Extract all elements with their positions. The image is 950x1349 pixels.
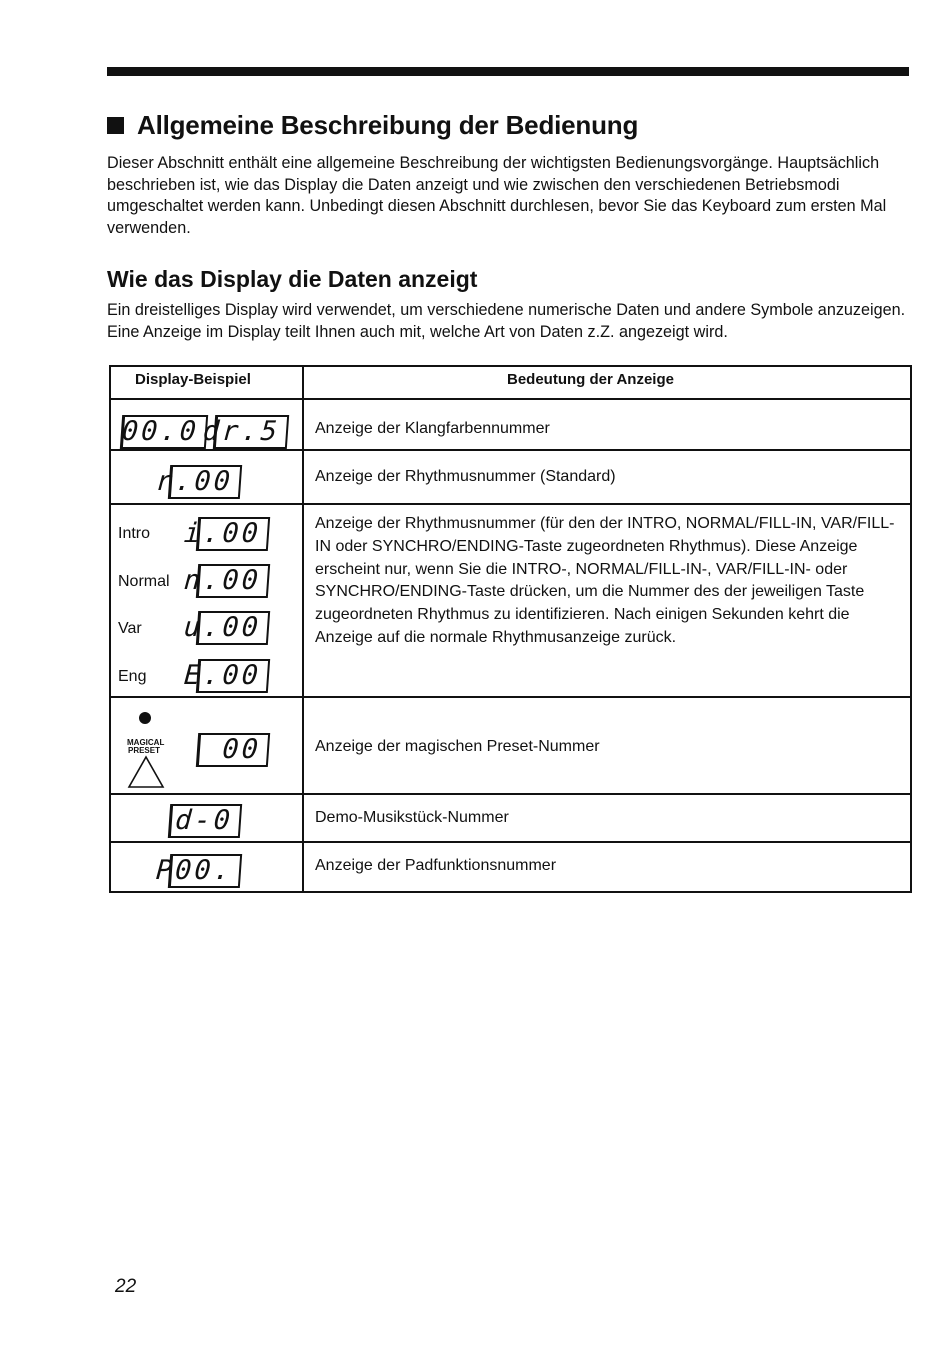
subheading-paragraph: Ein dreistelliges Display wird verwendet, um verschiedene numerische Daten und andere Symbole anzuzeigen. Eine Anzeige im Display teilt Ihnen auch mit, welche Art von Daten z.Z. angezeigt wird. bbox=[107, 301, 906, 341]
row-divider bbox=[111, 503, 910, 505]
subheading: Wie das Display die Daten anzeigt bbox=[107, 266, 478, 292]
eng-label: Eng bbox=[118, 668, 147, 685]
section-heading bbox=[107, 110, 638, 141]
section-heading-text: Allgemeine Beschreibung der Bedienung bbox=[137, 110, 639, 140]
lcd-display: d-0 bbox=[168, 804, 242, 838]
var-label: Var bbox=[118, 620, 142, 637]
lcd-display: E.00 bbox=[196, 659, 270, 693]
row-divider bbox=[111, 398, 910, 400]
display-table bbox=[109, 365, 912, 893]
table-row-meaning: Demo-Musikstück-Nummer bbox=[315, 809, 509, 826]
table-row-meaning: Anzeige der Rhythmusnummer (Standard) bbox=[315, 468, 616, 485]
column-divider bbox=[302, 367, 304, 891]
table-row-meaning: Anzeige der Rhythmusnummer (für den der INTRO, NORMAL/FILL-IN, VAR/FILL-IN oder SYNCHRO/ENDING-Taste zugeordneten Rhythmus). Diese Anzeige erscheint nur, wenn Sie die INTRO-, NORMAL/FILL-IN-, VAR/FILL-IN- oder SYNCHRO/ENDING-Taste drücken, um die Nummer des der jeweiligen Taste zugeordneten Rhythmus zu identifizieren. Nach einigen Sekunden kehrt die Anzeige auf die normale Rhythmusanzeige zurück. bbox=[315, 515, 895, 646]
table-row-meaning: Anzeige der magischen Preset-Nummer bbox=[315, 738, 600, 755]
normal-label: Normal bbox=[118, 573, 170, 590]
lcd-display: dr.5 bbox=[213, 415, 289, 449]
triangle-indicator-icon bbox=[127, 755, 165, 789]
top-rule bbox=[107, 67, 909, 76]
bullet-square-icon bbox=[107, 117, 124, 134]
row-divider bbox=[111, 449, 910, 451]
lcd-display: 00 bbox=[196, 733, 270, 767]
lcd-display: n.00 bbox=[196, 564, 270, 598]
table-row-meaning: Anzeige der Padfunktionsnummer bbox=[315, 857, 557, 874]
intro-label: Intro bbox=[118, 525, 151, 542]
lcd-display: u.00 bbox=[196, 611, 270, 645]
col2-header: Bedeutung der Anzeige bbox=[507, 371, 674, 388]
row-divider bbox=[111, 696, 910, 698]
col1-header: Display-Beispiel bbox=[135, 371, 251, 388]
lcd-display: 00.0 bbox=[120, 415, 208, 449]
indicator-dot-icon bbox=[139, 712, 151, 724]
row-divider bbox=[111, 841, 910, 843]
page-number: 22 bbox=[115, 1276, 137, 1297]
magical-preset-label: MAGICAL PRESET bbox=[127, 738, 165, 755]
lcd-display: P00. bbox=[168, 854, 242, 888]
row-divider bbox=[111, 793, 910, 795]
intro-paragraph: Dieser Abschnitt enthält eine allgemeine Beschreibung der wichtigsten Bedienungsvorgänge. Hauptsächlich beschrieben ist, wie das Display die Daten anzeigt und wie zwischen den verschiedenen Betriebsmodi umgeschaltet werden kann. Unbedingt diesen Abschnitt durchlesen, bevor Sie das Keyboard zum ersten Mal verwenden. bbox=[107, 154, 887, 237]
lcd-display: i.00 bbox=[196, 517, 270, 551]
table-row-meaning: Anzeige der Klangfarbennummer bbox=[315, 420, 550, 437]
lcd-display: r.00 bbox=[168, 465, 242, 499]
